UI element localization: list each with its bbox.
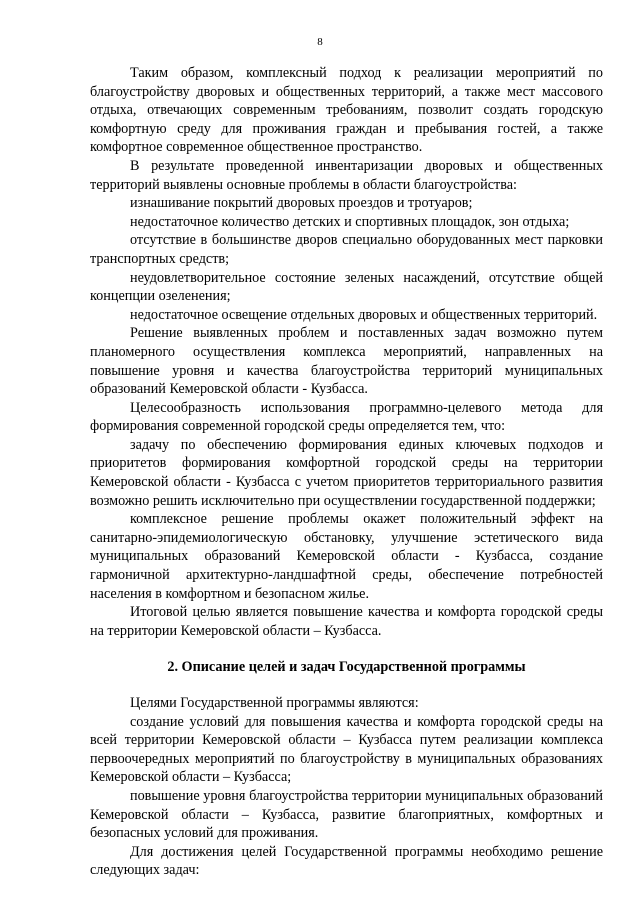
paragraph: В результате проведенной инвентаризации дворовых и общественных территорий выявлены основные проблемы в области благоустройства: <box>90 157 603 193</box>
paragraph: создание условий для повышения качества и комфорта городской среды на всей территории Кемеровской области – Кузбасса путем реализации комплекса первоочередных мероприятий по благоустройству в муниципальных образованиях Кемеровской области – Кузбасса; <box>90 713 603 786</box>
paragraph: неудовлетворительное состояние зеленых насаждений, отсутствие общей концепции озеленения; <box>90 269 603 305</box>
paragraph: Для достижения целей Государственной программы необходимо решение следующих задач: <box>90 843 603 879</box>
section-heading: 2. Описание целей и задач Государственной программы <box>167 659 526 676</box>
paragraph: изнашивание покрытий дворовых проездов и тротуаров; <box>130 195 473 212</box>
paragraph: Итоговой целью является повышение качества и комфорта городской среды на территории Кемеровской области – Кузбасса. <box>90 604 603 639</box>
paragraph: Целями Государственной программы являются: <box>130 695 419 711</box>
document-body <box>90 64 603 880</box>
paragraph: задачу по обеспечению формирования единых ключевых подходов и приоритетов формирования комфортной городской среды на территории Кемеровской области - Кузбасса с учетом приоритетов территориального развития возможно решить исключительно при осуществлении государственной поддержки; <box>90 436 603 509</box>
paragraph: комплексное решение проблемы окажет положительный эффект на санитарно-эпидемиологическую обстановку, улучшение эстетического вида муниципальных образований Кемеровской области - Кузбасса, создание гармоничной архитектурно-ландшафтной среды, обеспечение потребностей населения в комфортном и безопасном жилье. <box>90 511 603 602</box>
paragraph: повышение уровня благоустройства территории муниципальных образований Кемеровской области – Кузбасса, развитие благоприятных, комфортных и безопасных условий для проживания. <box>90 787 603 842</box>
page-number: 8 <box>317 36 323 48</box>
paragraph: недостаточное освещение отдельных дворовых и общественных территорий. <box>130 306 598 323</box>
paragraph: недостаточное количество детских и спортивных площадок, зон отдыха; <box>130 213 570 230</box>
paragraph: Решение выявленных проблем и поставленных задач возможно путем планомерного осуществления комплекса мероприятий, направленных на повышение уровня и качества благоустройства территорий муниципальных образований Кемеровской области - Кузбасса. <box>90 325 603 398</box>
paragraph: Целесообразность использования программно-целевого метода для формирования современной городской среды определяется тем, что: <box>90 399 603 435</box>
paragraph: отсутствие в большинстве дворов специально оборудованных мест парковки транспортных средств; <box>90 232 603 267</box>
paragraph: Таким образом, комплексный подход к реализации мероприятий по благоустройству дворовых и общественных территорий, а также мест массового отдыха, отвечающих современным требованиям, позволит создать городскую комфортную среду для проживания граждан и пребывания гостей, а также комфортное современное общественное пространство. <box>90 65 603 156</box>
